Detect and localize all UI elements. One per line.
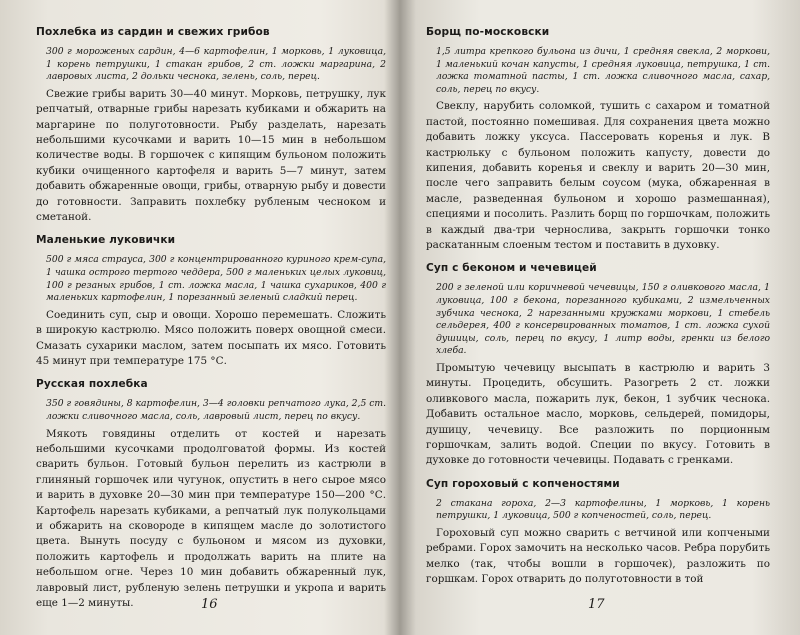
recipe-ingredients: 1,5 литра крепкого бульона из дичи, 1 средняя свекла, 2 моркови, 1 маленький кочан капусты, 1 средняя луковица, петрушка, 1 ст. ложка томатной пасты, 1 ст. ложка сливочного масла, сахар, соль, перец по вкусу.: [436, 46, 770, 95]
recipe-bacon-lentil-soup: [426, 262, 770, 468]
page-number: 17: [588, 597, 605, 612]
recipe-method: Свеклу, нарубить соломкой, тушить с сахаром и томатной пастой, постоянно помешивая. Для сохранения цвета можно добавить ложку уксуса. Пассеровать коренья и лук. В кастрюльку с бульоном положить капусту, довести до кипения, добавить коренья и свеклу и варить 20—30 мин, после чего заправить белым соусом (мука, обжаренная в масле, разведенная бульоном и хорошо размешанная), специями и посолить. Разлить борщ по горшочкам, положить в каждый два-три чернослива, закрыть горшочки тонко раскатанным слоеным тестом и поставить в духовку.: [426, 100, 770, 252]
right-page: [426, 26, 770, 626]
recipe-method: Свежие грибы варить 30—40 минут. Морковь, петрушку, лук репчатый, отварные грибы нарезать кубиками и обжарить на маргарине по полуготовности. Рыбу разделать, нарезать небольшими кусочками и варить 10—15 мин в небольшом количестве воды. В горшочек с кипящим бульоном положить кубики очищенного картофеля и варить 5—7 минут, затем добавить обжаренные овощи, грибы, отварную рыбу и довести до готовности. Заправить похлебку рубленым чесноком и сметаной.: [36, 87, 386, 224]
recipe-ingredients: 200 г зеленой или коричневой чечевицы, 150 г оливкового масла, 1 луковица, 100 г бекона, порезанного кубиками, 2 измельченных зубчика чеснока, 2 нарезанными кружками моркови, 1 стебель сельдерея, 400 г консервированных томатов, 1 ст. ложка сухой душицы, соль, перец по вкусу, 1 литр воды, гренки из белого хлеба.: [436, 282, 770, 357]
recipe-pea-soup: [426, 478, 770, 588]
recipe-title: Борщ по-московски: [426, 26, 550, 38]
recipe-russian-soup: [36, 378, 386, 611]
recipe-ingredients: 300 г мороженых сардин, 4—6 картофелин, 1 морковь, 1 луковица, 1 корень петрушки, 1 стакан грибов, 2 ст. ложки маргарина, 2 лавровых листа, 2 дольки чеснока, зелень, соль, перец.: [46, 46, 386, 83]
recipe-small-onions: [36, 234, 386, 369]
left-page: [36, 26, 386, 626]
recipe-method: Мякоть говядины отделить от костей и нарезать небольшими кусочками продолговатой формы. Из костей сварить бульон. Готовый бульон перелить из кастрюли в глиняный горшочек или чугунок, опустить в него сырое мясо и варить в духовке 20—30 мин при температуре 150—200 °С. Картофель нарезать кубиками, а репчатый лук полукольцами и обжарить на сковороде в кипящем масле до золотистого цвета. Вынуть посуду с бульоном и мясом из духовки, положить картофель и продолжать варить на плите на небольшом огне. Через 10 мин добавить обжаренный лук, лавровый лист, рубленую зелень петрушки и укропа и варить еще 1—2 минуты.: [36, 427, 386, 610]
recipe-method: Соединить суп, сыр и овощи. Хорошо перемешать. Сложить в широкую кастрюлю. Мясо положить поверх овощной смеси. Смазать сухарики маслом, затем посыпать их мясо. Готовить 45 минут при температуре 175 °С.: [36, 308, 386, 368]
recipe-sardine-soup: [36, 26, 386, 225]
recipe-ingredients: 2 стакана гороха, 2—3 картофелины, 1 морковь, 1 корень петрушки, 1 луковица, 500 г копченостей, соль, перец.: [436, 497, 770, 522]
recipe-title: Маленькие луковички: [36, 234, 176, 247]
recipe-method: Гороховый суп можно сварить с ветчиной или копчеными ребрами. Горох замочить на несколько часов. Ребра порубить мелко (так, чтобы вошли в горшочек), разложить по горшкам. Горох отварить до полуготовности в той: [426, 527, 770, 586]
page-number: 16: [201, 597, 218, 612]
recipe-ingredients: 500 г мяса страуса, 300 г концентрированного куриного крем-супа, 1 чашка острого тертого чеддера, 500 г маленьких целых луковиц, 100 г резаных грибов, 1 ст. ложка масла, 1 чашка сухариков, 400 г маленьких картофелин, 1 порезанный зеленый сладкий перец.: [46, 254, 386, 304]
recipe-title: Русская похлебка: [36, 378, 148, 391]
recipe-ingredients: 350 г говядины, 8 картофелин, 3—4 головки репчатого лука, 2,5 ст. ложки сливочного масла, соль, лавровый лист, перец по вкусу.: [46, 398, 386, 423]
recipe-moscow-borscht: [426, 26, 770, 253]
recipe-title: Суп гороховый с копченостями: [426, 477, 620, 490]
recipe-title: Суп с беконом и чечевицей: [426, 262, 597, 275]
recipe-title: Похлебка из сардин и свежих грибов: [36, 26, 270, 38]
recipe-method: Промытую чечевицу высыпать в кастрюлю и варить 3 минуты. Процедить, обсушить. Разогреть 2 ст. ложки оливкового масла, пожарить лук, бекон, 1 зубчик чеснока. Добавить остальное масло, морковь, сельдерей, помидоры, душицу, чечевицу. Все разложить по порционным горшочкам, залить водой. Специи по вкусу. Готовить в духовке до готовности чечевицы. Подавать с гренками.: [426, 362, 770, 467]
